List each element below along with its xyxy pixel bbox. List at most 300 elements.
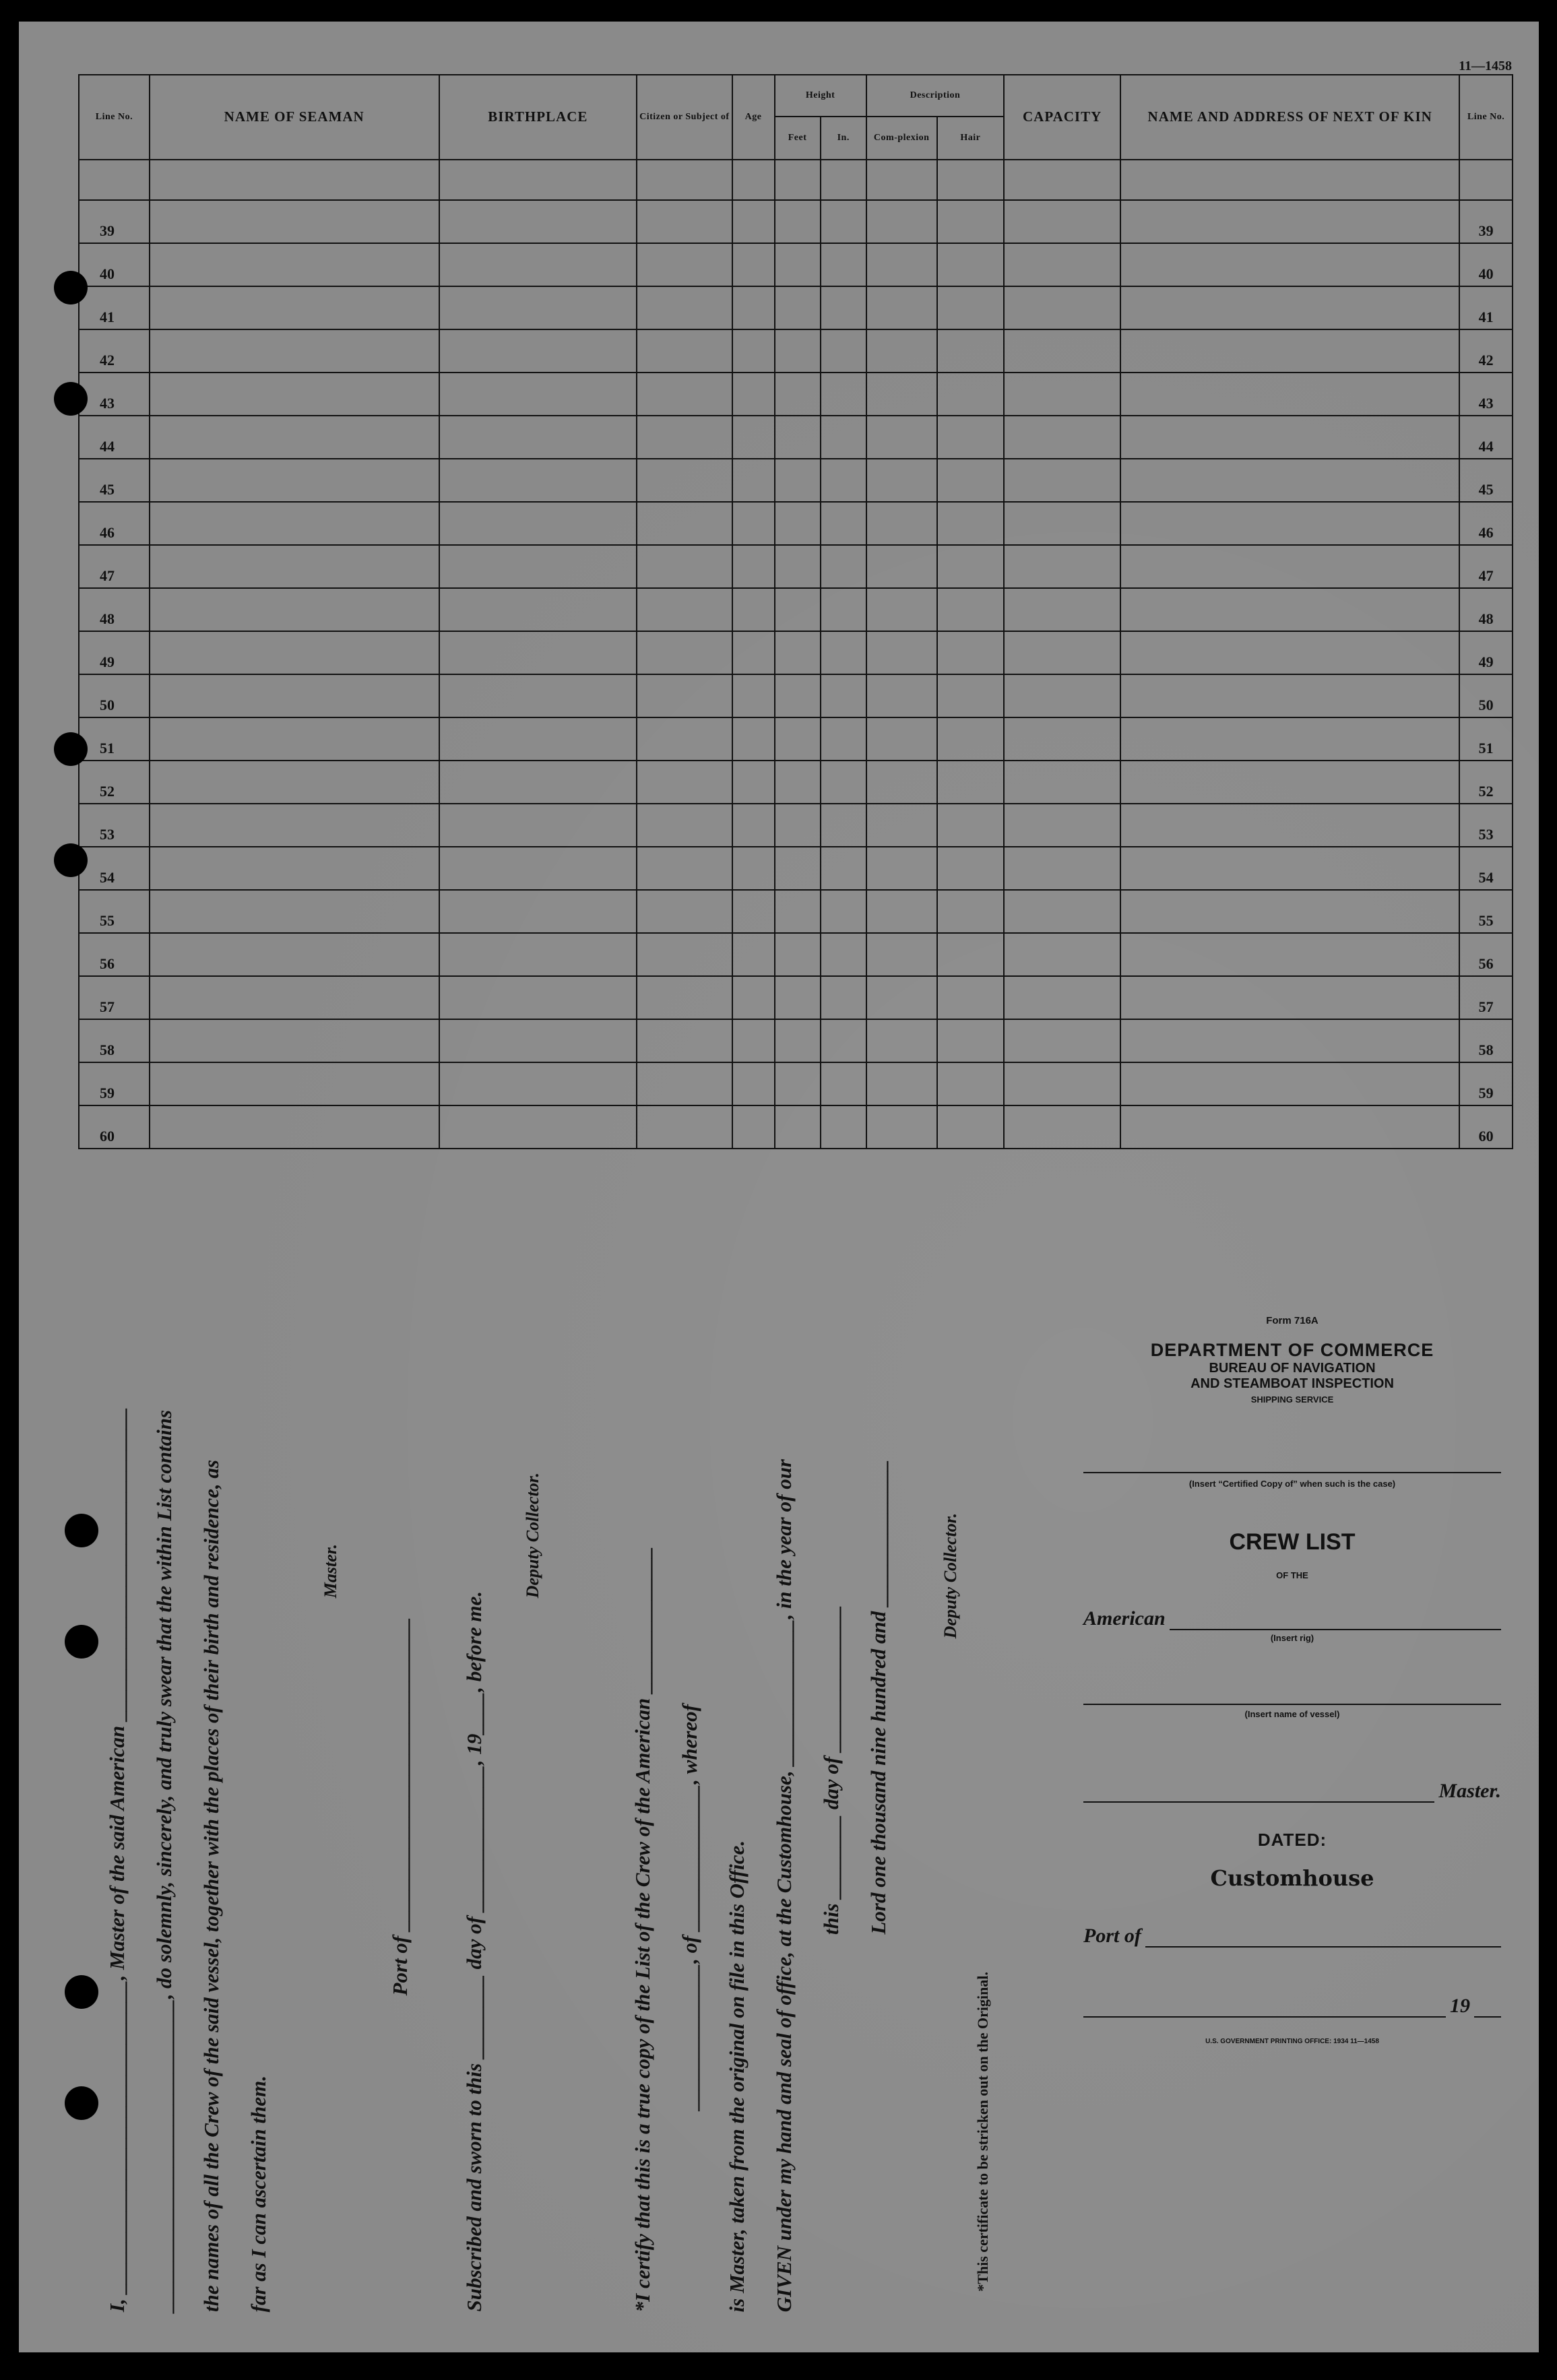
table-cell[interactable] (150, 502, 439, 545)
printing-office-line: U.S. GOVERNMENT PRINTING OFFICE: 1934 11—1458 (1205, 2038, 1379, 2045)
line-number-right: 55 (1459, 890, 1513, 933)
table-cell[interactable] (821, 1019, 866, 1062)
table-cell[interactable] (150, 243, 439, 286)
table-cell[interactable] (866, 459, 937, 502)
table-cell[interactable] (732, 200, 775, 243)
table-cell[interactable] (937, 243, 1005, 286)
table-cell[interactable] (732, 631, 775, 674)
table-cell[interactable] (150, 717, 439, 761)
table-cell[interactable] (1004, 459, 1120, 502)
table-cell[interactable] (866, 717, 937, 761)
table-cell[interactable] (1120, 761, 1459, 804)
table-cell[interactable] (637, 674, 732, 717)
table-cell[interactable] (732, 243, 775, 286)
line-number-right: 51 (1459, 717, 1513, 761)
table-cell[interactable] (439, 976, 637, 1019)
table-cell[interactable] (1120, 804, 1459, 847)
table-cell[interactable] (1004, 286, 1120, 329)
port-of-label: Port of (1083, 1925, 1141, 1947)
table-cell[interactable] (775, 976, 821, 1019)
table-cell[interactable] (866, 286, 937, 329)
table-cell[interactable] (1004, 761, 1120, 804)
table-cell[interactable] (821, 890, 866, 933)
table-cell[interactable] (1004, 1019, 1120, 1062)
line-number-right: 49 (1459, 631, 1513, 674)
table-cell[interactable] (775, 804, 821, 847)
table-cell[interactable] (1004, 804, 1120, 847)
table-cell[interactable] (775, 243, 821, 286)
table-cell[interactable] (439, 890, 637, 933)
table-cell[interactable] (775, 502, 821, 545)
table-cell[interactable] (866, 588, 937, 631)
of-the-label: OF THE (1276, 1570, 1308, 1580)
year-label: 19 (1450, 1995, 1470, 2017)
table-cell[interactable] (1004, 588, 1120, 631)
table-cell[interactable] (866, 890, 937, 933)
table-cell[interactable] (866, 373, 937, 416)
line-number-left: 55 (79, 890, 150, 933)
table-cell[interactable] (150, 588, 439, 631)
header-line-no-left: Line No. (79, 75, 150, 160)
table-cell[interactable] (1120, 847, 1459, 890)
line-number-right: 57 (1459, 976, 1513, 1019)
table-cell[interactable] (1120, 1105, 1459, 1149)
table-cell[interactable] (937, 717, 1005, 761)
table-cell[interactable] (732, 1019, 775, 1062)
table-cell[interactable] (1120, 373, 1459, 416)
table-cell[interactable] (866, 200, 937, 243)
table-cell[interactable] (775, 373, 821, 416)
table-cell[interactable] (150, 1019, 439, 1062)
table-cell[interactable] (1004, 329, 1120, 373)
table-cell[interactable] (439, 1019, 637, 1062)
table-cell[interactable] (150, 545, 439, 588)
table-cell[interactable] (821, 243, 866, 286)
table-cell[interactable] (1004, 1105, 1120, 1149)
table-cell[interactable] (1120, 1019, 1459, 1062)
table-cell[interactable] (732, 502, 775, 545)
table-row (79, 416, 1513, 459)
punch-hole (65, 2086, 98, 2120)
table-cell[interactable] (150, 761, 439, 804)
table-cell[interactable] (937, 933, 1005, 976)
table-cell[interactable] (821, 459, 866, 502)
port-of-field[interactable] (1083, 1925, 1501, 1948)
table-cell[interactable] (637, 243, 732, 286)
table-cell[interactable] (150, 976, 439, 1019)
table-cell[interactable] (150, 1105, 439, 1149)
line-number-right: 48 (1459, 588, 1513, 631)
table-cell[interactable] (775, 631, 821, 674)
table-cell[interactable] (732, 890, 775, 933)
table-cell[interactable] (732, 588, 775, 631)
table-cell[interactable] (937, 373, 1005, 416)
table-cell[interactable] (775, 847, 821, 890)
table-cell[interactable] (150, 373, 439, 416)
table-cell[interactable] (937, 847, 1005, 890)
header-next-of-kin: NAME AND ADDRESS OF NEXT OF KIN (1120, 75, 1459, 160)
table-cell[interactable] (637, 329, 732, 373)
table-cell[interactable] (439, 243, 637, 286)
vessel-name-field[interactable] (1083, 1704, 1501, 1705)
table-cell[interactable] (637, 890, 732, 933)
punch-hole (54, 382, 88, 416)
table-cell[interactable] (775, 545, 821, 588)
table-cell[interactable] (821, 200, 866, 243)
table-cell[interactable] (937, 588, 1005, 631)
table-cell[interactable] (821, 761, 866, 804)
insert-certified-note: (Insert “Certified Copy of” when such is the case) (1188, 1479, 1396, 1489)
table-cell[interactable] (637, 933, 732, 976)
table-cell[interactable] (637, 502, 732, 545)
line-number-left: 43 (79, 373, 150, 416)
table-cell[interactable] (937, 286, 1005, 329)
line-number-left: 60 (79, 1105, 150, 1149)
line-number-right: 47 (1459, 545, 1513, 588)
table-cell[interactable] (150, 674, 439, 717)
table-cell[interactable] (1120, 502, 1459, 545)
table-cell[interactable] (439, 674, 637, 717)
table-cell[interactable] (1004, 933, 1120, 976)
table-cell[interactable] (866, 545, 937, 588)
table-cell[interactable] (637, 1019, 732, 1062)
table-cell[interactable] (1120, 890, 1459, 933)
table-cell[interactable] (775, 1105, 821, 1149)
table-cell[interactable] (866, 1019, 937, 1062)
line-number-right: 43 (1459, 373, 1513, 416)
table-cell[interactable] (866, 1105, 937, 1149)
insert-rig-note: (Insert rig) (1270, 1633, 1314, 1643)
table-cell[interactable] (821, 373, 866, 416)
table-cell[interactable] (439, 200, 637, 243)
table-cell[interactable] (937, 459, 1005, 502)
table-cell[interactable] (937, 890, 1005, 933)
table-cell[interactable] (732, 329, 775, 373)
table-row (79, 631, 1513, 674)
table-cell[interactable] (732, 545, 775, 588)
table-cell[interactable] (637, 761, 732, 804)
form-number: Form 716A (1266, 1315, 1318, 1326)
table-cell[interactable] (821, 631, 866, 674)
table-cell[interactable] (637, 1062, 732, 1105)
table-cell[interactable] (439, 717, 637, 761)
table-cell[interactable] (937, 1019, 1005, 1062)
certified-copy-field[interactable] (1083, 1472, 1501, 1473)
table-cell[interactable] (866, 1062, 937, 1105)
table-cell[interactable] (732, 847, 775, 890)
table-cell[interactable] (1120, 329, 1459, 373)
line-number-left: 48 (79, 588, 150, 631)
crew-list-title: CREW LIST (1229, 1529, 1356, 1555)
table-cell[interactable] (637, 631, 732, 674)
table-cell[interactable] (1120, 416, 1459, 459)
table-cell[interactable] (937, 1062, 1005, 1105)
line-number-right: 60 (1459, 1105, 1513, 1149)
table-cell[interactable] (732, 459, 775, 502)
table-cell[interactable] (637, 459, 732, 502)
table-cell[interactable] (439, 329, 637, 373)
table-cell[interactable] (732, 674, 775, 717)
table-cell[interactable] (775, 761, 821, 804)
table-cell[interactable] (821, 416, 866, 459)
table-cell[interactable] (775, 286, 821, 329)
line-number-left: 44 (79, 416, 150, 459)
table-cell[interactable] (866, 502, 937, 545)
table-cell[interactable] (637, 416, 732, 459)
table-cell[interactable] (937, 502, 1005, 545)
table-cell[interactable] (150, 200, 439, 243)
header-description: Description (866, 75, 1004, 117)
footnote: *This certificate to be stricken out on the Original. (974, 1972, 991, 2292)
table-row (79, 286, 1513, 329)
line-number-left: 42 (79, 329, 150, 373)
table-cell[interactable] (150, 933, 439, 976)
table-cell[interactable] (732, 373, 775, 416)
table-cell[interactable] (775, 588, 821, 631)
table-cell[interactable] (866, 674, 937, 717)
master-name-field[interactable] (1083, 1780, 1501, 1803)
table-cell[interactable] (1120, 631, 1459, 674)
table-cell[interactable] (821, 588, 866, 631)
table-cell[interactable] (775, 1019, 821, 1062)
deputy-collector-label-2: Deputy Collector. (941, 1512, 960, 1638)
table-cell[interactable] (937, 674, 1005, 717)
table-cell[interactable] (866, 804, 937, 847)
table-cell[interactable] (866, 243, 937, 286)
line-number-left: 45 (79, 459, 150, 502)
table-cell[interactable] (1120, 588, 1459, 631)
table-row (79, 890, 1513, 933)
table-cell[interactable] (1120, 674, 1459, 717)
table-cell[interactable] (637, 200, 732, 243)
table-cell[interactable] (439, 1105, 637, 1149)
bureau-line-2: AND STEAMBOAT INSPECTION (1190, 1376, 1394, 1391)
table-cell[interactable] (637, 847, 732, 890)
table-cell[interactable] (150, 329, 439, 373)
table-cell[interactable] (1120, 286, 1459, 329)
line-number-left: 49 (79, 631, 150, 674)
table-cell[interactable] (439, 286, 637, 329)
table-cell[interactable] (937, 761, 1005, 804)
date-year-field[interactable] (1083, 1995, 1501, 2018)
table-cell[interactable] (1120, 1062, 1459, 1105)
table-cell[interactable] (150, 847, 439, 890)
deputy-collector-label-1: Deputy Collector. (523, 1472, 542, 1598)
table-cell[interactable] (1120, 200, 1459, 243)
table-cell[interactable] (866, 329, 937, 373)
header-complexion: Com-plexion (866, 117, 937, 160)
table-cell[interactable] (150, 631, 439, 674)
table-cell[interactable] (439, 761, 637, 804)
header-feet: Feet (775, 117, 821, 160)
table-cell[interactable] (1120, 976, 1459, 1019)
header-line-no-right: Line No. (1459, 75, 1513, 160)
table-cell[interactable] (775, 933, 821, 976)
table-cell[interactable] (637, 717, 732, 761)
table-cell[interactable] (775, 1062, 821, 1105)
table-row-spacer (79, 160, 1513, 200)
table-cell[interactable] (732, 804, 775, 847)
department-title: DEPARTMENT OF COMMERCE (1150, 1340, 1434, 1360)
table-cell[interactable] (821, 502, 866, 545)
table-cell[interactable] (937, 416, 1005, 459)
table-cell[interactable] (1004, 847, 1120, 890)
table-cell[interactable] (637, 545, 732, 588)
table-cell[interactable] (732, 416, 775, 459)
table-cell[interactable] (439, 502, 637, 545)
table-cell[interactable] (1004, 545, 1120, 588)
table-cell[interactable] (1120, 459, 1459, 502)
table-cell[interactable] (1004, 1062, 1120, 1105)
table-cell[interactable] (1004, 243, 1120, 286)
table-cell[interactable] (821, 717, 866, 761)
table-cell[interactable] (1120, 545, 1459, 588)
header-height: Height (775, 75, 866, 117)
table-cell[interactable] (439, 416, 637, 459)
crew-table (78, 74, 1513, 1149)
table-cell[interactable] (821, 286, 866, 329)
table-cell[interactable] (866, 976, 937, 1019)
table-cell[interactable] (866, 933, 937, 976)
table-cell[interactable] (821, 674, 866, 717)
table-cell[interactable] (732, 717, 775, 761)
table-cell[interactable] (637, 373, 732, 416)
line-number-right: 53 (1459, 804, 1513, 847)
table-cell[interactable] (1120, 243, 1459, 286)
table-cell[interactable] (732, 761, 775, 804)
table-cell[interactable] (866, 631, 937, 674)
table-cell[interactable] (150, 804, 439, 847)
header-birthplace: BIRTHPLACE (439, 75, 637, 160)
table-cell[interactable] (821, 804, 866, 847)
line-number-right: 44 (1459, 416, 1513, 459)
line-number-left: 51 (79, 717, 150, 761)
table-cell[interactable] (732, 286, 775, 329)
line-number-left: 57 (79, 976, 150, 1019)
table-cell[interactable] (732, 1062, 775, 1105)
table-cell[interactable] (150, 459, 439, 502)
table-cell[interactable] (150, 416, 439, 459)
this-day-line: this ________ day of ______________ (819, 1605, 843, 1935)
table-cell[interactable] (637, 976, 732, 1019)
table-cell[interactable] (937, 804, 1005, 847)
table-row (79, 717, 1513, 761)
american-rig-field[interactable] (1083, 1607, 1501, 1630)
table-cell[interactable] (937, 1105, 1005, 1149)
table-cell[interactable] (937, 976, 1005, 1019)
table-cell[interactable] (775, 890, 821, 933)
line-number-left: 41 (79, 286, 150, 329)
line-number-right: 54 (1459, 847, 1513, 890)
table-cell[interactable] (775, 329, 821, 373)
table-cell[interactable] (1004, 717, 1120, 761)
table-cell[interactable] (439, 933, 637, 976)
table-cell[interactable] (821, 1062, 866, 1105)
table-cell[interactable] (637, 588, 732, 631)
table-cell[interactable] (775, 416, 821, 459)
table-cell[interactable] (1004, 631, 1120, 674)
table-cell[interactable] (637, 286, 732, 329)
table-cell[interactable] (937, 200, 1005, 243)
table-cell[interactable] (821, 329, 866, 373)
table-cell[interactable] (150, 890, 439, 933)
table-row (79, 588, 1513, 631)
table-cell[interactable] (1120, 717, 1459, 761)
table-cell[interactable] (1004, 890, 1120, 933)
header-capacity: CAPACITY (1004, 75, 1120, 160)
table-row (79, 329, 1513, 373)
table-cell[interactable] (150, 286, 439, 329)
table-cell[interactable] (637, 1105, 732, 1149)
table-cell[interactable] (1004, 373, 1120, 416)
table-cell[interactable] (821, 976, 866, 1019)
table-row (79, 545, 1513, 588)
table-cell[interactable] (439, 545, 637, 588)
form-code-top: 11—1458 (1459, 59, 1512, 73)
table-cell[interactable] (1120, 933, 1459, 976)
table-cell[interactable] (439, 804, 637, 847)
table-cell[interactable] (732, 976, 775, 1019)
line-number-left: 53 (79, 804, 150, 847)
oath-line-2: ______________________________, do solemnly, sincerely, and truly swear that the within List contains (152, 1409, 176, 2312)
table-cell[interactable] (866, 761, 937, 804)
table-cell[interactable] (732, 933, 775, 976)
shipping-service: SHIPPING SERVICE (1250, 1394, 1334, 1405)
table-row (79, 847, 1513, 890)
table-cell[interactable] (1004, 416, 1120, 459)
line-number-right: 58 (1459, 1019, 1513, 1062)
table-cell[interactable] (937, 631, 1005, 674)
table-cell[interactable] (439, 459, 637, 502)
table-cell[interactable] (775, 459, 821, 502)
port-of-line: Port of ______________________________ (388, 1617, 412, 1995)
table-cell[interactable] (937, 329, 1005, 373)
table-cell[interactable] (1004, 674, 1120, 717)
table-cell[interactable] (439, 588, 637, 631)
line-number-right: 45 (1459, 459, 1513, 502)
table-cell[interactable] (439, 373, 637, 416)
line-number-right: 59 (1459, 1062, 1513, 1105)
table-cell[interactable] (821, 545, 866, 588)
table-cell[interactable] (439, 847, 637, 890)
table-cell[interactable] (937, 545, 1005, 588)
table-cell[interactable] (1004, 200, 1120, 243)
table-cell[interactable] (150, 1062, 439, 1105)
table-cell[interactable] (775, 200, 821, 243)
american-label: American (1083, 1607, 1166, 1630)
punch-hole (65, 1975, 98, 2009)
table-cell[interactable] (637, 804, 732, 847)
line-number-left: 46 (79, 502, 150, 545)
table-cell[interactable] (821, 933, 866, 976)
crew-list-form-page (19, 22, 1539, 2352)
table-cell[interactable] (821, 1105, 866, 1149)
table-cell[interactable] (439, 1062, 637, 1105)
line-number-right: 41 (1459, 286, 1513, 329)
table-cell[interactable] (866, 847, 937, 890)
table-cell[interactable] (821, 847, 866, 890)
table-cell[interactable] (1004, 502, 1120, 545)
table-cell[interactable] (439, 631, 637, 674)
subscribed-sworn-line: Subscribed and sworn to this ________ day of ______________, 19____, before me. (462, 1591, 486, 2312)
line-number-right: 40 (1459, 243, 1513, 286)
table-cell[interactable] (1004, 976, 1120, 1019)
table-cell[interactable] (732, 1105, 775, 1149)
table-cell[interactable] (775, 674, 821, 717)
table-row (79, 502, 1513, 545)
table-cell[interactable] (775, 717, 821, 761)
table-cell[interactable] (866, 416, 937, 459)
